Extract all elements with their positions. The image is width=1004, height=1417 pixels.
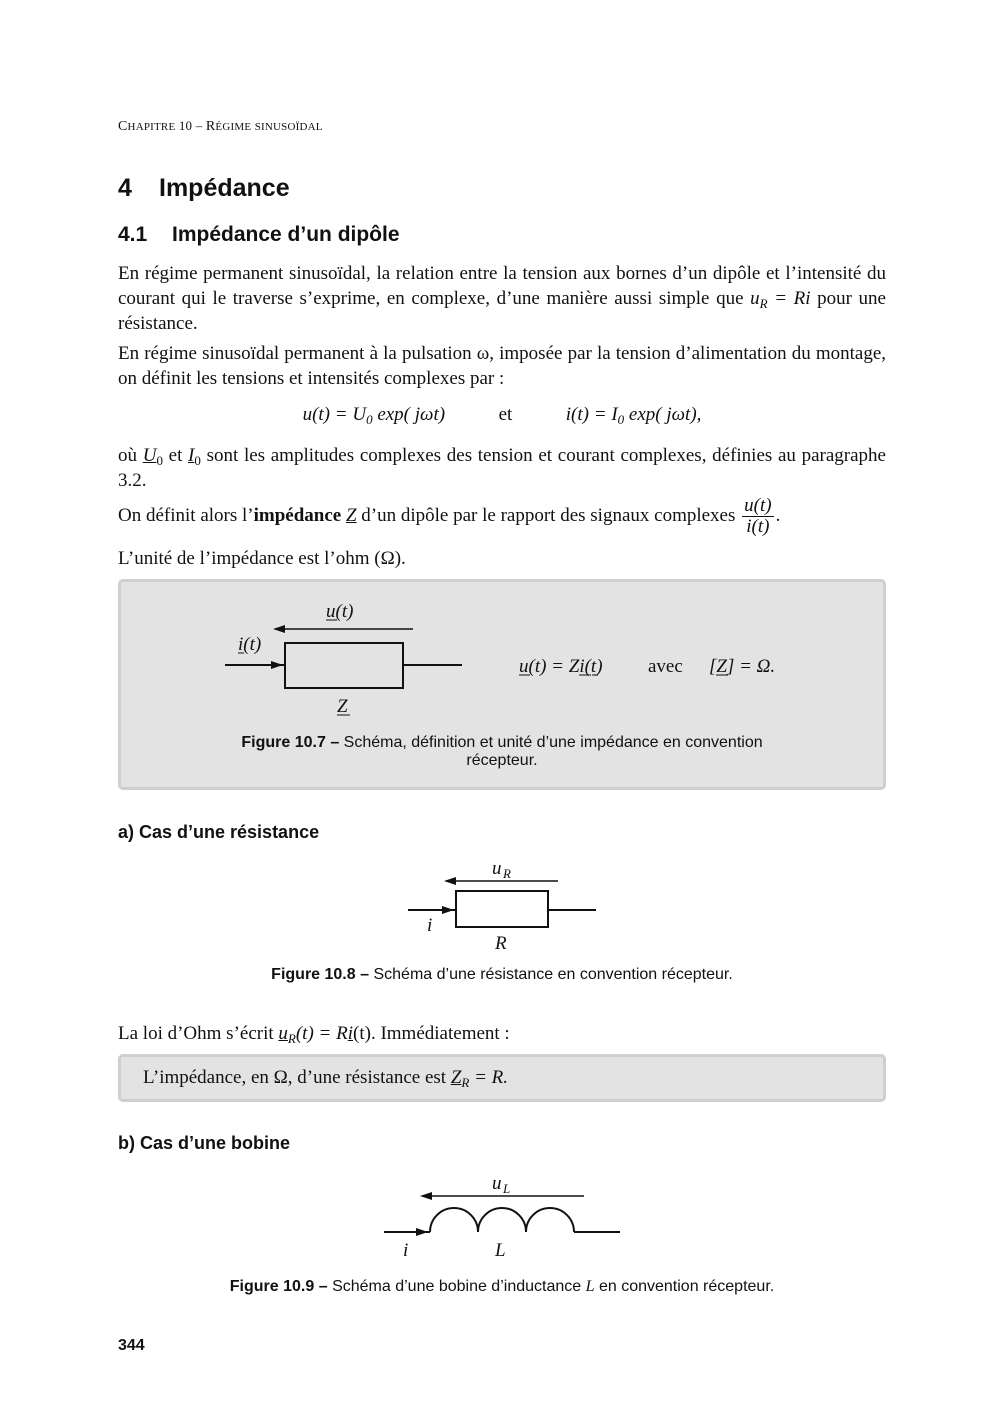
paragraph-2: [118, 341, 886, 391]
paragraph-5: [118, 546, 886, 571]
resistance-impedance-text: [143, 1067, 508, 1089]
label-z: Z: [337, 696, 348, 717]
paragraph-6-c: (t). Immédiatement :: [353, 1023, 510, 1044]
ohm-u-sub: R: [287, 1031, 296, 1046]
case-a-heading: a) Cas d’une résistance: [118, 822, 320, 842]
equation-right-rest: exp( jωt),: [624, 404, 702, 425]
formula-ur: u: [750, 288, 760, 309]
figure-10-8-number: Figure 10.8: [271, 966, 356, 983]
label-ul: u: [492, 1173, 502, 1194]
paragraph-1-text: En régime permanent sinusoïdal, la relation entre la tension aux bornes d’un dipôle et l’intensité du courant qui le traverse s’exprime, en complexe, d’une manière aussi simple que: [118, 263, 886, 309]
amplitude-u0-sub: 0: [156, 453, 163, 468]
paragraph-4-end: .: [775, 504, 781, 526]
running-head-sinusoidal: SINUSOÏDAL: [254, 121, 323, 133]
equation-complex-signals: [0, 404, 1004, 426]
section-title: Impédance: [159, 174, 290, 202]
definition-u-zi: u(t) = Zi(t): [519, 656, 603, 677]
definition-avec: avec: [648, 656, 683, 677]
resistance-impedance-a: L’impédance, en Ω, d’une résistance est: [143, 1067, 451, 1088]
amplitude-u0: U: [142, 445, 157, 466]
equation-left-rest: exp( jωt): [372, 404, 446, 425]
section-heading: [118, 174, 290, 203]
section-number: 4: [118, 174, 132, 202]
equation-right: [566, 404, 702, 425]
label-i-t: i(t): [238, 634, 262, 655]
figure-10-7-caption-line1: Schéma, définition et unité d’une impédance en convention: [343, 734, 763, 751]
paragraph-4-b: d’un dipôle par le rapport des signaux complexes: [356, 504, 736, 526]
label-l: L: [495, 1240, 506, 1261]
subsection-heading: [118, 223, 400, 247]
label-ur-sub: R: [503, 866, 511, 881]
paragraph-6-a: La loi d’Ohm s’écrit: [118, 1023, 279, 1044]
coil-loops: [430, 1208, 574, 1232]
paragraph-1: [118, 261, 886, 336]
ul-arrowhead: [420, 1192, 432, 1200]
label-ul-sub: L: [503, 1181, 511, 1196]
label-i-fig9: i: [403, 1240, 409, 1261]
figure-10-8-caption-text: Schéma d’une résistance en convention récepteur.: [373, 966, 733, 983]
paragraph-4-a: On définit alors l’: [118, 504, 254, 526]
running-head: [118, 118, 323, 135]
paragraph-2-text: En régime sinusoïdal permanent à la pulsation ω, imposée par la tension d’alimentation du montage, on définit les tensions et intensités complexes par :: [118, 343, 886, 389]
case-b-heading: b) Cas d’une bobine: [118, 1133, 291, 1153]
paragraph-3-c: sont les amplitudes complexes des tension et courant complexes, définies au paragraphe 3.2.: [118, 445, 886, 491]
amplitude-i0: I: [188, 445, 195, 466]
ohm-i: i: [347, 1023, 354, 1044]
subsection-title: Impédance d’un dipôle: [172, 223, 400, 246]
fraction-u-over-i: [742, 496, 773, 537]
figure-10-7-caption-line2: récepteur.: [466, 752, 538, 769]
equation-right-sub: 0: [617, 412, 625, 427]
fig9-current-arrowhead: [416, 1228, 428, 1236]
paragraph-5-text: L’unité de l’impédance est l’ohm (Ω).: [118, 548, 406, 569]
label-u-t: u(t): [326, 601, 354, 622]
figure-10-8-diagram: [398, 855, 608, 960]
paragraph-1-tail: pour une résistance.: [118, 288, 886, 334]
figure-10-9-caption-b: en convention récepteur.: [598, 1278, 775, 1295]
fraction-numerator: u(t): [744, 495, 772, 516]
amplitude-i0-sub: 0: [194, 453, 201, 468]
resistor-rectangle: [456, 891, 548, 927]
fig8-current-arrowhead: [442, 906, 454, 914]
subsection-number: 4.1: [118, 223, 148, 246]
label-r: R: [495, 933, 507, 954]
equation-right-main: i(t) = I: [565, 404, 618, 425]
equation-left-sub: 0: [366, 412, 373, 427]
formula-ur-rest: = Ri: [767, 288, 811, 309]
definition-unit: [Z] = Ω.: [709, 656, 776, 677]
figure-10-7-caption: Figure 10.7 – Schéma, définition et unité d’une impédance en convention récepteur.: [241, 734, 763, 769]
zr-symbol: Z: [450, 1067, 462, 1088]
voltage-arrowhead: [273, 625, 285, 633]
figure-10-9-caption-l: L: [585, 1278, 595, 1295]
paragraph-3-a: où: [118, 445, 143, 466]
figure-10-9-caption: Figure 10.9 – Schéma d’une bobine d’inductance L en convention récepteur.: [229, 1278, 775, 1295]
symbol-z: Z: [345, 504, 357, 526]
running-head-r: R: [205, 119, 216, 134]
ur-arrowhead: [444, 877, 456, 885]
figure-10-9-number: Figure 10.9: [229, 1278, 315, 1295]
running-head-egime: ÉGIME: [215, 121, 252, 133]
equation-connector: et: [498, 404, 513, 425]
fraction-denominator: i(t): [746, 516, 770, 537]
resistance-impedance-b: = R.: [469, 1067, 509, 1088]
ohm-middle: (t) = R: [295, 1023, 348, 1044]
formula-ur-sub: R: [759, 296, 768, 311]
current-arrowhead: [271, 661, 283, 669]
figure-10-7-number: Figure 10.7: [241, 734, 326, 751]
term-impedance: impédance: [253, 504, 342, 526]
paragraph-3: [118, 443, 886, 493]
running-head-hapitre: HAPITRE: [127, 121, 176, 133]
figure-10-8-caption: Figure 10.8 – Schéma d’une résistance en convention récepteur.: [271, 966, 733, 983]
equation-left-main: u(t) = U: [302, 404, 367, 425]
label-i-fig8: i: [427, 915, 433, 936]
figure-10-7-box: [118, 579, 886, 790]
resistance-impedance-box: [118, 1054, 886, 1102]
paragraph-6: [118, 1021, 886, 1046]
ohm-u: u: [278, 1023, 288, 1044]
running-head-number: 10 –: [178, 118, 203, 133]
impedance-rectangle: [285, 643, 403, 688]
equation-left: [303, 404, 445, 425]
label-ur: u: [492, 858, 502, 879]
figure-10-9-diagram: [380, 1170, 630, 1268]
zr-sub: R: [461, 1075, 470, 1090]
paragraph-3-b: et: [162, 445, 189, 466]
page-number: 344: [118, 1337, 145, 1354]
figure-10-9-caption-a: Schéma d’une bobine d’inductance: [332, 1278, 582, 1295]
paragraph-4: [118, 496, 886, 537]
running-head-c: C: [118, 119, 128, 134]
